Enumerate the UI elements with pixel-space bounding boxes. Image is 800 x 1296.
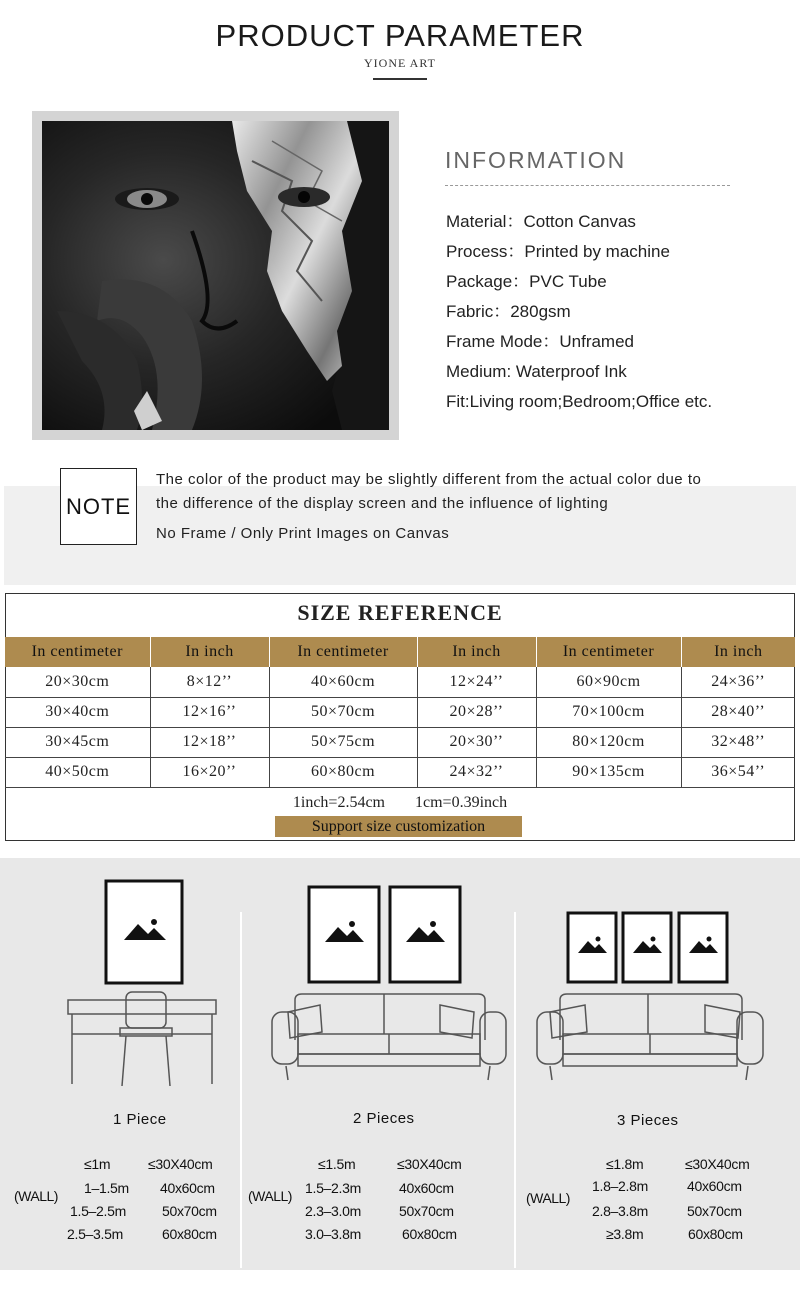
recommended-size: ≤30X40cm (397, 1156, 462, 1172)
column-header: In inch (681, 637, 795, 667)
portrait-artwork (42, 121, 389, 430)
viewing-distance: 2.3–3.0m (305, 1203, 361, 1219)
recommended-size: 40x60cm (687, 1178, 742, 1194)
information-divider (445, 185, 730, 186)
info-package: Package：PVC Tube (446, 272, 607, 291)
table-cell: 30×45cm (5, 727, 150, 757)
column-header: In centimeter (269, 637, 417, 667)
info-process: Process：Printed by machine (446, 242, 670, 261)
cm-conversion: 1cm=0.39inch (415, 794, 508, 811)
table-cell: 16×20’’ (150, 757, 269, 787)
table-cell: 8×12’’ (150, 667, 269, 697)
recommended-size: 60x80cm (688, 1226, 743, 1242)
info-material: Material：Cotton Canvas (446, 212, 636, 231)
sofa-illustration (272, 994, 506, 1080)
recommended-size: 60x80cm (402, 1226, 457, 1242)
information-heading: INFORMATION (445, 147, 627, 173)
table-cell: 90×135cm (536, 757, 681, 787)
information-list (446, 207, 712, 417)
table-cell: 36×54’’ (681, 757, 795, 787)
viewing-distance: 1.5–2.3m (305, 1180, 361, 1196)
table-cell: 24×36’’ (681, 667, 795, 697)
table-row (5, 667, 795, 697)
table-row (5, 757, 795, 787)
note-label: NOTE (60, 468, 137, 545)
viewing-distance: 1.8–2.8m (592, 1178, 648, 1194)
page-title: PRODUCT PARAMETER (215, 18, 585, 53)
viewing-distance: 2.5–3.5m (67, 1226, 123, 1242)
table-cell: 40×50cm (5, 757, 150, 787)
room-illustrations (0, 858, 800, 1098)
title-underline (373, 78, 427, 80)
product-image (42, 121, 389, 430)
wall-label: (WALL) (14, 1188, 58, 1204)
customization-banner: Support size customization (275, 816, 522, 837)
recommended-size: ≤30X40cm (148, 1156, 213, 1172)
info-fit: Fit:Living room;Bedroom;Office etc. (446, 392, 713, 411)
table-cell: 24×32’’ (417, 757, 536, 787)
info-frame-mode: Frame Mode：Unframed (446, 332, 635, 351)
table-cell: 50×70cm (269, 697, 417, 727)
column-header: In inch (150, 637, 269, 667)
recommended-size: 50x70cm (399, 1203, 454, 1219)
size-table (5, 637, 795, 788)
desk-chair-illustration (68, 992, 216, 1086)
table-row (5, 727, 795, 757)
note-line-3: No Frame / Only Print Images on Canvas (156, 525, 450, 542)
three-pieces-label: 3 Pieces (617, 1112, 679, 1129)
double-frame-icon (309, 887, 460, 982)
viewing-distance: ≥3.8m (606, 1226, 644, 1242)
viewing-distance: ≤1.8m (606, 1156, 644, 1172)
viewing-distance: 1–1.5m (84, 1180, 129, 1196)
info-medium: Medium: Waterproof Ink (446, 362, 627, 381)
table-cell: 80×120cm (536, 727, 681, 757)
unit-conversion (0, 794, 800, 812)
viewing-distance: 2.8–3.8m (592, 1203, 648, 1219)
recommended-size: ≤30X40cm (685, 1156, 750, 1172)
size-reference-title: SIZE REFERENCE (297, 600, 503, 625)
sofa-illustration (537, 994, 763, 1080)
note-line-1: The color of the product may be slightly different from the actual color due to (156, 471, 702, 488)
table-cell: 20×30cm (5, 667, 150, 697)
table-cell: 60×90cm (536, 667, 681, 697)
table-cell: 12×18’’ (150, 727, 269, 757)
table-cell: 60×80cm (269, 757, 417, 787)
triple-frame-icon (568, 913, 727, 982)
viewing-distance: 1.5–2.5m (70, 1203, 126, 1219)
table-cell: 28×40’’ (681, 697, 795, 727)
table-cell: 40×60cm (269, 667, 417, 697)
wall-label: (WALL) (248, 1188, 292, 1204)
inch-conversion: 1inch=2.54cm (292, 794, 385, 811)
table-cell: 20×30’’ (417, 727, 536, 757)
column-header: In centimeter (536, 637, 681, 667)
table-cell: 20×28’’ (417, 697, 536, 727)
recommended-size: 40x60cm (160, 1180, 215, 1196)
table-row (5, 697, 795, 727)
note-line-2: the difference of the display screen and the influence of lighting (156, 495, 609, 512)
table-cell: 50×75cm (269, 727, 417, 757)
info-fabric: Fabric：280gsm (446, 302, 571, 321)
table-cell: 12×16’’ (150, 697, 269, 727)
viewing-distance: ≤1m (84, 1156, 111, 1172)
viewing-distance: ≤1.5m (318, 1156, 356, 1172)
table-cell: 70×100cm (536, 697, 681, 727)
column-header: In centimeter (5, 637, 150, 667)
brand-subtitle: YIONE ART (364, 56, 436, 70)
column-header: In inch (417, 637, 536, 667)
recommended-size: 50x70cm (162, 1203, 217, 1219)
table-cell: 12×24’’ (417, 667, 536, 697)
recommended-size: 40x60cm (399, 1180, 454, 1196)
single-frame-icon (106, 881, 182, 983)
recommended-size: 50x70cm (687, 1203, 742, 1219)
table-cell: 32×48’’ (681, 727, 795, 757)
one-piece-label: 1 Piece (113, 1111, 167, 1128)
size-table-header (5, 637, 795, 667)
viewing-distance: 3.0–3.8m (305, 1226, 361, 1242)
recommended-size: 60x80cm (162, 1226, 217, 1242)
two-pieces-label: 2 Pieces (353, 1110, 415, 1127)
wall-label: (WALL) (526, 1190, 570, 1206)
table-cell: 30×40cm (5, 697, 150, 727)
